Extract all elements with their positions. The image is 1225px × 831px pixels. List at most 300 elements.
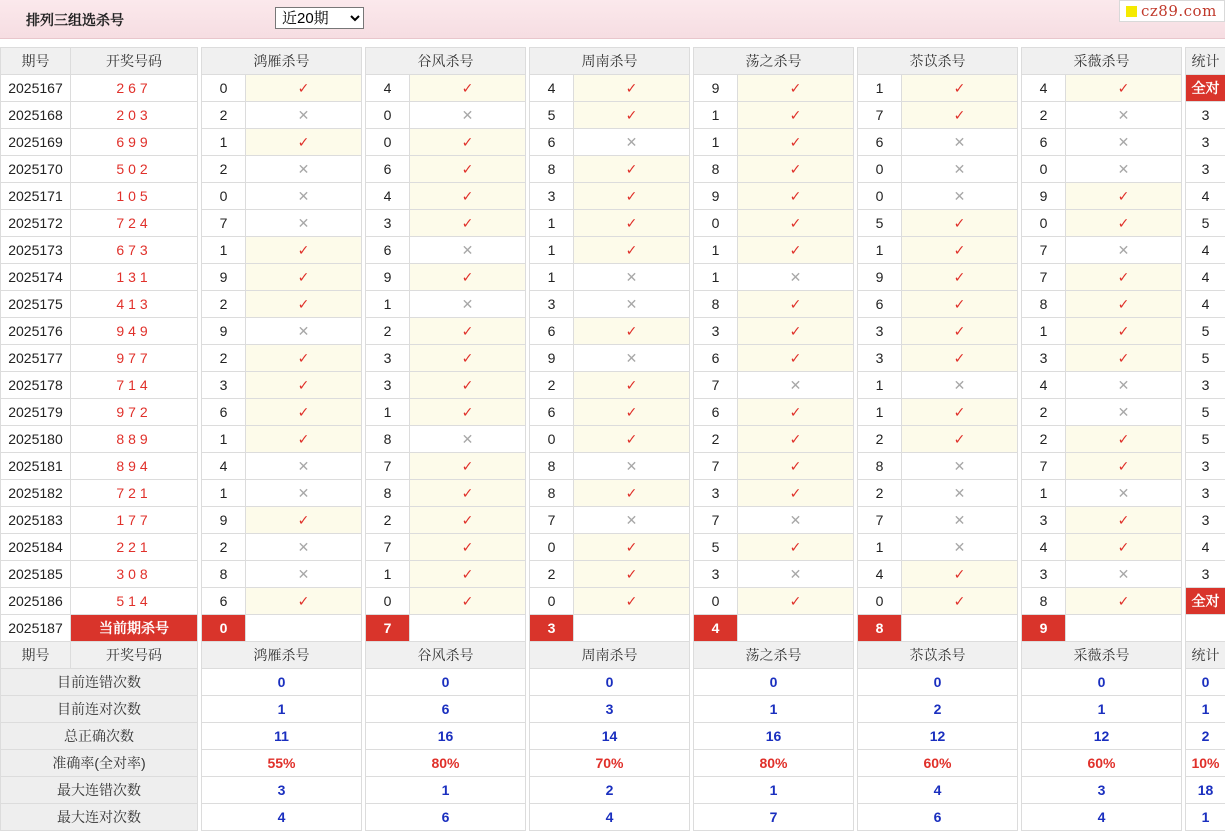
cross-icon: ✕ [410, 237, 526, 264]
check-icon: ✓ [902, 318, 1018, 345]
header-expert: 鸿雁杀号 [202, 48, 362, 75]
summary-label: 目前连对次数 [1, 696, 198, 723]
summary-row [1, 669, 1225, 696]
summary-stat: 1 [1186, 804, 1225, 831]
kill-number: 1 [858, 75, 902, 102]
summary-label: 准确率(全对率) [1, 750, 198, 777]
check-icon: ✓ [738, 480, 854, 507]
check-icon: ✓ [902, 345, 1018, 372]
summary-value: 1 [202, 696, 362, 723]
kill-number: 2 [202, 534, 246, 561]
cross-icon: ✕ [738, 264, 854, 291]
cross-icon: ✕ [902, 453, 1018, 480]
check-icon: ✓ [738, 453, 854, 480]
check-icon: ✓ [410, 75, 526, 102]
summary-value: 3 [1022, 777, 1182, 804]
check-icon: ✓ [574, 318, 690, 345]
current-kill-number: 9 [1022, 615, 1066, 642]
kill-number: 1 [530, 210, 574, 237]
cross-icon: ✕ [1066, 372, 1182, 399]
stat-cell: 5 [1186, 345, 1225, 372]
check-icon: ✓ [574, 399, 690, 426]
kill-number: 1 [530, 237, 574, 264]
summary-value: 1 [1022, 696, 1182, 723]
kill-number: 9 [202, 264, 246, 291]
all-correct-badge: 全对 [1186, 75, 1225, 102]
cross-icon: ✕ [1066, 561, 1182, 588]
summary-row [1, 750, 1225, 777]
brand-text: cz89.com [1141, 2, 1217, 20]
kill-number: 4 [858, 561, 902, 588]
summary-value: 12 [858, 723, 1018, 750]
kill-number: 6 [530, 318, 574, 345]
kill-number: 8 [1022, 291, 1066, 318]
check-icon: ✓ [738, 156, 854, 183]
check-icon: ✓ [246, 129, 362, 156]
period-cell: 2025168 [1, 102, 71, 129]
kill-number: 8 [694, 156, 738, 183]
summary-stat: 10% [1186, 750, 1225, 777]
kill-number: 6 [694, 345, 738, 372]
table-row [1, 507, 1225, 534]
brand-square-icon [1126, 6, 1137, 17]
cross-icon: ✕ [1066, 102, 1182, 129]
check-icon: ✓ [902, 291, 1018, 318]
current-kill-number: 8 [858, 615, 902, 642]
kill-number: 1 [694, 237, 738, 264]
cross-icon: ✕ [246, 183, 362, 210]
stat-cell: 3 [1186, 102, 1225, 129]
kill-number: 0 [858, 183, 902, 210]
kill-number: 6 [858, 129, 902, 156]
top-bar [0, 0, 1225, 39]
check-icon: ✓ [738, 102, 854, 129]
winning-number: 972 [71, 399, 198, 426]
summary-value: 4 [858, 777, 1018, 804]
check-icon: ✓ [1066, 75, 1182, 102]
check-icon: ✓ [1066, 507, 1182, 534]
kill-number: 6 [694, 399, 738, 426]
summary-row [1, 696, 1225, 723]
current-kill-label: 当前期杀号 [71, 615, 198, 642]
summary-value: 80% [694, 750, 854, 777]
header-row [1, 642, 1225, 669]
summary-value: 4 [1022, 804, 1182, 831]
kill-number: 6 [1022, 129, 1066, 156]
kill-number: 1 [366, 561, 410, 588]
kill-number-table [0, 47, 1225, 831]
kill-number: 3 [202, 372, 246, 399]
header-expert: 鸿雁杀号 [202, 642, 362, 669]
kill-number: 7 [694, 372, 738, 399]
stat-cell: 4 [1186, 534, 1225, 561]
kill-number: 2 [1022, 102, 1066, 129]
header-expert: 荡之杀号 [694, 48, 854, 75]
summary-value: 80% [366, 750, 526, 777]
check-icon: ✓ [738, 183, 854, 210]
winning-number: 105 [71, 183, 198, 210]
summary-value: 60% [858, 750, 1018, 777]
check-icon: ✓ [738, 588, 854, 615]
check-icon: ✓ [1066, 183, 1182, 210]
kill-number: 2 [202, 345, 246, 372]
table-row [1, 588, 1225, 615]
stat-cell: 3 [1186, 561, 1225, 588]
kill-number: 8 [366, 480, 410, 507]
stat-cell: 3 [1186, 507, 1225, 534]
cross-icon: ✕ [574, 264, 690, 291]
check-icon: ✓ [738, 210, 854, 237]
kill-number: 1 [858, 372, 902, 399]
header-expert: 谷风杀号 [366, 642, 526, 669]
table-row [1, 102, 1225, 129]
kill-number: 8 [530, 480, 574, 507]
check-icon: ✓ [574, 534, 690, 561]
kill-number: 2 [530, 561, 574, 588]
table-row [1, 534, 1225, 561]
kill-number: 9 [1022, 183, 1066, 210]
kill-number: 4 [1022, 534, 1066, 561]
check-icon: ✓ [1066, 291, 1182, 318]
table-row [1, 264, 1225, 291]
period-cell: 2025180 [1, 426, 71, 453]
period-select[interactable] [275, 7, 364, 29]
kill-number: 0 [694, 588, 738, 615]
kill-number: 4 [1022, 75, 1066, 102]
winning-number: 894 [71, 453, 198, 480]
kill-number: 8 [366, 426, 410, 453]
kill-number: 2 [858, 480, 902, 507]
period-cell: 2025186 [1, 588, 71, 615]
check-icon: ✓ [246, 588, 362, 615]
check-icon: ✓ [410, 264, 526, 291]
empty-cell [902, 615, 1018, 642]
kill-number: 5 [694, 534, 738, 561]
check-icon: ✓ [246, 507, 362, 534]
cross-icon: ✕ [738, 372, 854, 399]
header-row [1, 48, 1225, 75]
check-icon: ✓ [902, 75, 1018, 102]
cross-icon: ✕ [246, 534, 362, 561]
table-row [1, 399, 1225, 426]
check-icon: ✓ [1066, 318, 1182, 345]
summary-stat: 0 [1186, 669, 1225, 696]
kill-number: 0 [530, 534, 574, 561]
kill-number: 3 [530, 183, 574, 210]
kill-number: 1 [202, 480, 246, 507]
check-icon: ✓ [246, 291, 362, 318]
summary-label: 最大连错次数 [1, 777, 198, 804]
check-icon: ✓ [410, 588, 526, 615]
kill-number: 9 [202, 507, 246, 534]
period-cell: 2025170 [1, 156, 71, 183]
check-icon: ✓ [902, 102, 1018, 129]
winning-number: 502 [71, 156, 198, 183]
cross-icon: ✕ [902, 534, 1018, 561]
cross-icon: ✕ [1066, 129, 1182, 156]
check-icon: ✓ [1066, 210, 1182, 237]
cross-icon: ✕ [246, 102, 362, 129]
stat-cell: 4 [1186, 264, 1225, 291]
kill-number: 1 [202, 426, 246, 453]
summary-value: 1 [694, 777, 854, 804]
check-icon: ✓ [410, 372, 526, 399]
kill-number: 3 [858, 318, 902, 345]
summary-stat: 1 [1186, 696, 1225, 723]
kill-number: 0 [202, 183, 246, 210]
table-row [1, 183, 1225, 210]
kill-number: 0 [1022, 210, 1066, 237]
kill-number: 7 [530, 507, 574, 534]
kill-number: 2 [858, 426, 902, 453]
summary-value: 6 [366, 804, 526, 831]
header-expert: 周南杀号 [530, 48, 690, 75]
check-icon: ✓ [1066, 534, 1182, 561]
check-icon: ✓ [246, 372, 362, 399]
cross-icon: ✕ [246, 156, 362, 183]
check-icon: ✓ [1066, 426, 1182, 453]
check-icon: ✓ [902, 588, 1018, 615]
summary-value: 55% [202, 750, 362, 777]
cross-icon: ✕ [246, 453, 362, 480]
current-kill-number: 3 [530, 615, 574, 642]
check-icon: ✓ [410, 183, 526, 210]
period-cell: 2025179 [1, 399, 71, 426]
header-expert: 谷风杀号 [366, 48, 526, 75]
period-cell: 2025176 [1, 318, 71, 345]
kill-number: 2 [1022, 426, 1066, 453]
check-icon: ✓ [410, 507, 526, 534]
kill-number: 7 [694, 453, 738, 480]
empty-cell [738, 615, 854, 642]
check-icon: ✓ [574, 75, 690, 102]
kill-number: 2 [202, 156, 246, 183]
kill-number: 6 [202, 588, 246, 615]
table-row [1, 129, 1225, 156]
current-period: 2025187 [1, 615, 71, 642]
check-icon: ✓ [410, 129, 526, 156]
check-icon: ✓ [902, 264, 1018, 291]
check-icon: ✓ [410, 561, 526, 588]
winning-number: 699 [71, 129, 198, 156]
table-row [1, 372, 1225, 399]
kill-number: 7 [1022, 264, 1066, 291]
check-icon: ✓ [246, 237, 362, 264]
summary-value: 0 [366, 669, 526, 696]
empty-cell [574, 615, 690, 642]
cross-icon: ✕ [246, 480, 362, 507]
kill-number: 3 [858, 345, 902, 372]
kill-number: 0 [366, 102, 410, 129]
summary-value: 4 [530, 804, 690, 831]
winning-number: 514 [71, 588, 198, 615]
cross-icon: ✕ [738, 507, 854, 534]
current-period-row [1, 615, 1225, 642]
check-icon: ✓ [738, 237, 854, 264]
kill-number: 7 [1022, 453, 1066, 480]
header-expert: 荡之杀号 [694, 642, 854, 669]
brand-logo[interactable] [1119, 0, 1225, 22]
stat-cell: 3 [1186, 129, 1225, 156]
summary-value: 3 [202, 777, 362, 804]
summary-value: 1 [694, 696, 854, 723]
cross-icon: ✕ [902, 183, 1018, 210]
cross-icon: ✕ [1066, 156, 1182, 183]
kill-number: 3 [366, 210, 410, 237]
kill-number: 2 [202, 102, 246, 129]
cross-icon: ✕ [574, 507, 690, 534]
empty-cell [246, 615, 362, 642]
check-icon: ✓ [246, 426, 362, 453]
check-icon: ✓ [574, 480, 690, 507]
page-title: 排列三组选杀号 [26, 10, 124, 30]
check-icon: ✓ [574, 183, 690, 210]
summary-value: 0 [530, 669, 690, 696]
stat-cell: 5 [1186, 399, 1225, 426]
kill-number: 8 [202, 561, 246, 588]
kill-number: 3 [694, 480, 738, 507]
winning-number: 308 [71, 561, 198, 588]
summary-value: 14 [530, 723, 690, 750]
period-cell: 2025181 [1, 453, 71, 480]
table-row [1, 75, 1225, 102]
stat-cell: 5 [1186, 210, 1225, 237]
summary-label: 最大连对次数 [1, 804, 198, 831]
kill-number: 3 [366, 345, 410, 372]
kill-number: 8 [694, 291, 738, 318]
cross-icon: ✕ [1066, 399, 1182, 426]
kill-number: 8 [530, 156, 574, 183]
check-icon: ✓ [410, 318, 526, 345]
check-icon: ✓ [1066, 453, 1182, 480]
kill-number: 7 [366, 534, 410, 561]
summary-stat: 2 [1186, 723, 1225, 750]
table-row [1, 291, 1225, 318]
summary-value: 2 [858, 696, 1018, 723]
stat-cell: 3 [1186, 453, 1225, 480]
kill-number: 1 [694, 102, 738, 129]
stat-cell: 4 [1186, 291, 1225, 318]
period-cell: 2025182 [1, 480, 71, 507]
stat-cell: 3 [1186, 480, 1225, 507]
kill-number: 1 [858, 399, 902, 426]
check-icon: ✓ [574, 561, 690, 588]
period-cell: 2025167 [1, 75, 71, 102]
stat-cell: 4 [1186, 183, 1225, 210]
kill-number: 3 [694, 318, 738, 345]
table-row [1, 453, 1225, 480]
summary-value: 6 [366, 696, 526, 723]
kill-number: 9 [366, 264, 410, 291]
kill-number: 6 [366, 237, 410, 264]
header-stat: 统计 [1186, 642, 1225, 669]
kill-number: 0 [530, 588, 574, 615]
winning-number: 977 [71, 345, 198, 372]
kill-number: 1 [694, 129, 738, 156]
kill-number: 1 [530, 264, 574, 291]
kill-number: 2 [366, 318, 410, 345]
table-row [1, 237, 1225, 264]
kill-number: 1 [202, 237, 246, 264]
stat-cell: 5 [1186, 426, 1225, 453]
kill-number: 8 [1022, 588, 1066, 615]
winning-number: 724 [71, 210, 198, 237]
kill-number: 4 [530, 75, 574, 102]
kill-number: 3 [530, 291, 574, 318]
check-icon: ✓ [410, 480, 526, 507]
cross-icon: ✕ [410, 291, 526, 318]
check-icon: ✓ [574, 372, 690, 399]
kill-number: 9 [530, 345, 574, 372]
table-row [1, 561, 1225, 588]
current-kill-number: 4 [694, 615, 738, 642]
kill-number: 1 [858, 534, 902, 561]
summary-value: 7 [694, 804, 854, 831]
kill-number: 9 [694, 75, 738, 102]
check-icon: ✓ [410, 345, 526, 372]
kill-number: 7 [1022, 237, 1066, 264]
winning-number: 131 [71, 264, 198, 291]
kill-number: 2 [694, 426, 738, 453]
check-icon: ✓ [410, 156, 526, 183]
kill-number: 3 [1022, 507, 1066, 534]
kill-number: 5 [858, 210, 902, 237]
winning-number: 721 [71, 480, 198, 507]
cross-icon: ✕ [410, 426, 526, 453]
period-cell: 2025183 [1, 507, 71, 534]
kill-number: 1 [202, 129, 246, 156]
stat-cell: 4 [1186, 237, 1225, 264]
summary-value: 0 [202, 669, 362, 696]
summary-value: 2 [530, 777, 690, 804]
check-icon: ✓ [574, 426, 690, 453]
kill-number: 0 [202, 75, 246, 102]
header-expert: 周南杀号 [530, 642, 690, 669]
kill-number: 0 [530, 426, 574, 453]
summary-value: 3 [530, 696, 690, 723]
kill-number: 4 [1022, 372, 1066, 399]
cross-icon: ✕ [574, 345, 690, 372]
kill-number: 9 [694, 183, 738, 210]
kill-number: 0 [366, 129, 410, 156]
table-row [1, 480, 1225, 507]
check-icon: ✓ [246, 345, 362, 372]
kill-number: 3 [1022, 345, 1066, 372]
check-icon: ✓ [246, 399, 362, 426]
check-icon: ✓ [574, 237, 690, 264]
summary-value: 60% [1022, 750, 1182, 777]
cross-icon: ✕ [246, 318, 362, 345]
period-cell: 2025177 [1, 345, 71, 372]
empty-cell [1066, 615, 1182, 642]
check-icon: ✓ [1066, 588, 1182, 615]
kill-number: 7 [858, 102, 902, 129]
check-icon: ✓ [738, 291, 854, 318]
summary-value: 1 [366, 777, 526, 804]
check-icon: ✓ [902, 210, 1018, 237]
kill-number: 0 [858, 588, 902, 615]
cross-icon: ✕ [1066, 237, 1182, 264]
check-icon: ✓ [902, 426, 1018, 453]
table-row [1, 345, 1225, 372]
table-row [1, 156, 1225, 183]
kill-number: 7 [366, 453, 410, 480]
table-row [1, 426, 1225, 453]
kill-number: 1 [366, 291, 410, 318]
check-icon: ✓ [574, 588, 690, 615]
kill-number: 3 [1022, 561, 1066, 588]
cross-icon: ✕ [902, 129, 1018, 156]
